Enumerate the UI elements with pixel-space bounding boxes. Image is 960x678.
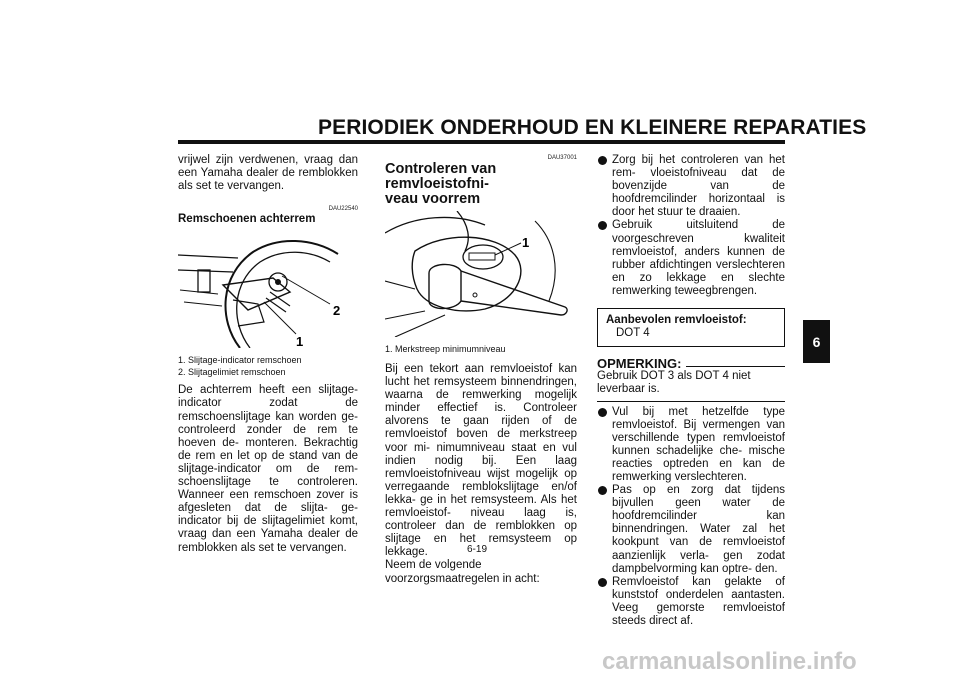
bullet-icon [598,486,607,495]
heading-line: Controleren van remvloeistofni- [385,161,497,192]
bullet-list-top [597,154,785,298]
caption-item: 1. Slijtage-indicator remschoen [178,355,302,366]
section-code: DAU37001 [547,155,577,161]
box-value: DOT 4 [616,327,650,340]
caption-item: 1. Merkstreep minimumniveau [385,344,506,354]
section-heading-brake-fluid [385,162,577,207]
body-paragraph: De achterrem heeft een slijtage-indicator zodat de remschoenslijtage kan worden ge- controleerd zonder de rem te hoeven de- monteren. Bekrachtig de rem en let op de stand van de slijtage-indicator om de rem- schoenslijtage te controleren. Wanneer een remschoen zover is afgesleten dat de slijta- ge-indicator bij de slijtagelimiet komt, vraag dan een Yamaha dealer de remblokken als set te vervangen. [178,384,358,554]
rear-brake-drawing [178,230,358,348]
bullet-icon [598,578,607,587]
bullet-icon [598,408,607,417]
bullet-item [597,576,785,628]
section-code: DAU22540 [328,206,358,213]
bullet-icon [598,221,607,230]
callout-1: 1 [296,334,304,349]
body-paragraph: Bij een tekort aan remvloeistof kan lucht het remsysteem binnendringen, waarna de remwerking mogelijk minder effectief is. Controleer alvorens te gaan rijden of de remvloeistof boven de merkstreep voor mi- nimumniveau staat en vul indien nodig bij. Een laag remvloeistofniveau wijst mogelijk op verregaande remblokslijtage en/of lekka- ge in het remsysteem. Als het remvloeistof- niveau laag is, controleer dan de remblokken op slijtage en het remsysteem op lekkage. [385,363,577,559]
bullet-text: Pas op en zorg dat tijdens bijvullen geen water de hoofdremcilinder kan binnendringen. Water zal het kookpunt van de remvloeistof aanzienlijk verla- gen zodat dampbelvorming kan optre- den. [612,484,785,575]
note-rule-line [686,366,786,367]
brake-reservoir-illustration [385,211,577,337]
bullet-item [597,406,785,485]
note-divider [597,401,785,402]
bullet-text: Zorg bij het controleren van het rem- vloeistofniveau dat de bovenzijde van de hoofdremcilinder horizontaal is door het stuur te draaien. [612,154,785,219]
body-paragraph-precautions: Neem de volgende voorzorgsmaatregelen in acht: [385,559,540,585]
bullet-text: Gebruik uitsluitend de voorgeschreven kwaliteit remvloeistof, anders kunnen de rubber afdichtingen verslechteren en zo lekkage en slechte remwerking teweegbrengen. [612,219,785,297]
header-rule [178,140,785,144]
bullet-item [597,484,785,576]
note-heading [597,357,785,370]
column-middle [385,154,577,586]
intro-paragraph: vrijwel zijn verdwenen, vraag dan een Yamaha dealer de remblokken als set te vervangen. [178,154,358,193]
rear-brake-illustration [178,230,358,348]
note-label: OPMERKING: [597,356,682,372]
page-number: 6-19 [467,544,488,555]
recommended-fluid-box [597,308,785,347]
bullet-item [597,154,785,219]
callout-2: 2 [333,303,341,319]
bullet-item [597,219,785,298]
watermark: carmanualsonline.info [602,648,857,675]
bullet-icon [598,156,607,165]
note-text: Gebruik DOT 3 als DOT 4 niet leverbaar is. [597,370,751,396]
brake-reservoir-drawing [385,211,577,337]
column-left [178,154,358,555]
bullet-list-bottom [597,406,785,629]
heading-line: veau voorrem [385,191,481,207]
chapter-tab: 6 [803,320,830,363]
figure-captions [178,354,358,378]
page-header-title: PERIODIEK ONDERHOUD EN KLEINERE REPARATIES [318,116,867,139]
bullet-text: Vul bij met hetzelfde type remvloeistof. Bij vermengen van verschillende typen remvloeistof kunnen schadelijke che- mische reacties optreden en kan de remwerking verslechteren. [612,405,785,483]
section-heading-rear-brake-shoes: Remschoenen achterrem [178,213,316,226]
column-right [597,154,785,628]
figure-captions [385,343,577,355]
callout-1: 1 [522,235,530,250]
box-title: Aanbevolen remvloeistof: [606,314,747,327]
caption-item: 2. Slijtagelimiet remschoen [178,367,286,378]
bullet-text: Remvloeistof kan gelakte of kunststof onderdelen aantasten. Veeg gemorste remvloeistof steeds direct af. [612,575,785,627]
